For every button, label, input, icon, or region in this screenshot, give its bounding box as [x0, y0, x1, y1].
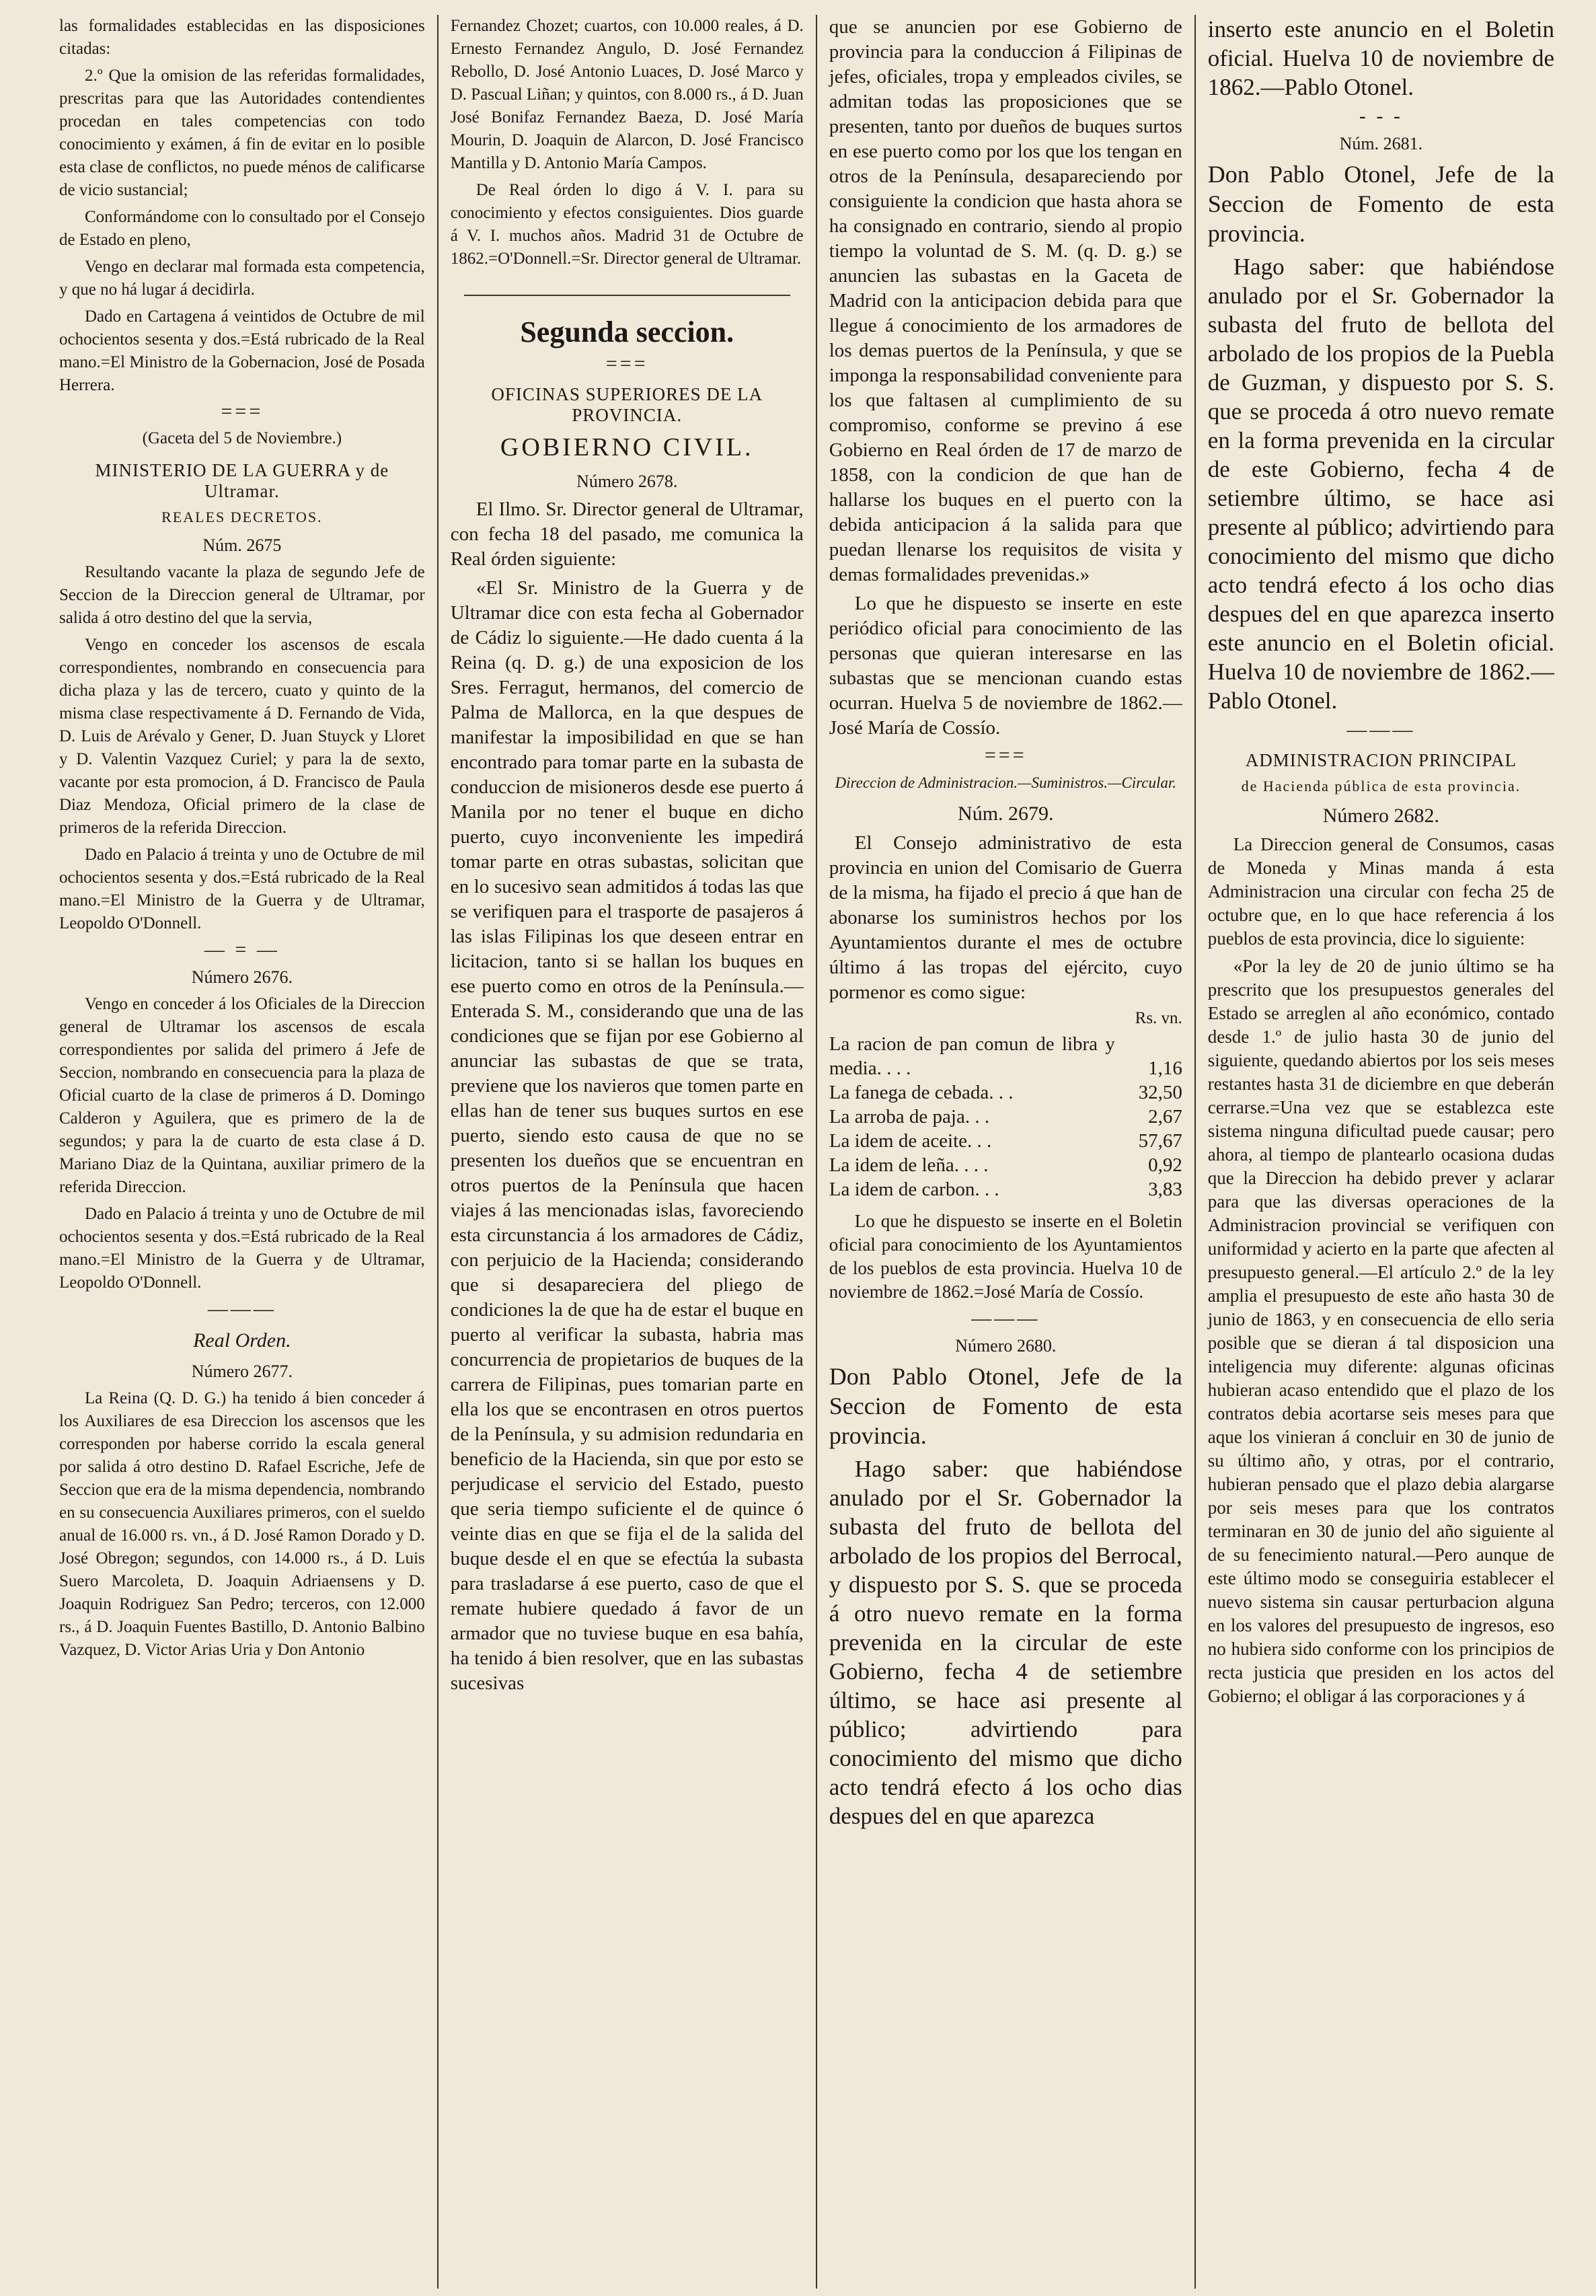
paragraph: que se anuncien por ese Gobierno de provincia para la conduccion á Filipinas de jefes, oficiales, tropa y empleados civiles, se admitan todas las proposiciones que se presenten, tanto por dueños de buques surtos en ese puerto como por los que los tengan en otros de la Península, desapareciendo por consiguiente la condicion que hasta ahora se ha consignado en contrario, siendo al propio tiempo la voluntad de S. M. (q. D. g.) se anuncien las subastas en la Gaceta de Madrid con la anticipacion debida para que llegue á conocimiento de los armadores de los demas puertos de la Península, y que se imponga la responsabilidad conveniente para los que faltasen al cumplimiento de su compromiso, conforme se previno á ese Gobierno en Real órden de 17 de marzo de 1858, con la condicion de que han de hallarse los buques en el puerto con la debida anticipacion á la salida para que puedan llenarse los requisitos de visita y demas formalidades prevenidas.»	[829, 16, 1182, 585]
author-line: Don Pablo Otonel, Jefe de la Seccion de Fomento de esta provincia.	[829, 1363, 1182, 1449]
item-number: Número 2677.	[191, 1362, 293, 1381]
subsection-heading: Real Orden.	[193, 1329, 291, 1351]
paragraph: Conformándome con lo consultado por el Consejo de Estado en pleno,	[59, 208, 425, 249]
column-2	[439, 15, 816, 2289]
paragraph: 2.º Que la omision de las referidas formalidades, prescritas para que las Autoridades contendientes procedan en tales competencias con todo conocimiento y exámen, á fin de evitar en lo posible esta clase de conflictos, no puede ménos de calificarse de vicio sustancial;	[59, 67, 425, 199]
price-value: 32,50	[1138, 1082, 1182, 1103]
table-row	[829, 1129, 1182, 1153]
price-label: La fanega de cebada. . .	[829, 1082, 1014, 1103]
separator: — = —	[204, 938, 280, 961]
section-title: Segunda seccion.	[520, 316, 734, 348]
table-row	[829, 1032, 1182, 1080]
paragraph: inserto este anuncio en el Boletin oficial. Huelva 10 de noviembre de 1862.—Pablo Otonel.	[1207, 16, 1555, 100]
paragraph: Lo que he dispuesto se inserte en el Boletin oficial para conocimiento de los Ayuntamientos de los pueblos de esta provincia. Huelva 10 de noviembre de 1862.=José María de Cossío.	[829, 1211, 1182, 1302]
section-heading: ADMINISTRACION PRINCIPAL	[1245, 750, 1517, 770]
paragraph: Hago saber: que habiéndose anulado por el Sr. Gobernador la subasta del fruto de bellota del arbolado de los propios de la Puebla de Guzman, y dispuesto por S. S. que se proceda á otro nuevo remate en la forma prevenida en la circular de este Gobierno, fecha 4 de setiembre último, se hace asi presente al público; advirtiendo para conocimiento del mismo que dicho acto tendrá efecto á los ocho dias despues del en que aparezca inserto este anuncio en el Boletin oficial. Huelva 10 de noviembre de 1862.—Pablo Otonel.	[1207, 254, 1555, 714]
item-number: Número 2678.	[576, 472, 678, 491]
paragraph: Fernandez Chozet; cuartos, con 10.000 reales, á D. Ernesto Fernandez Angulo, D. José Fernandez Rebollo, D. José Antonio Luaces, D. José Marco y D. Pascual Liñan; y quintos, con 8.000 rs., á D. Juan José Bonifaz Fernandez Baeza, D. José María Mourin, D. Joaquin de Alarcon, D. José Francisco Mantilla y D. Antonio María Campos.	[450, 17, 804, 172]
item-number: Núm. 2679.	[958, 803, 1054, 825]
unit-header: Rs. vn.	[1135, 1009, 1182, 1027]
paragraph: Hago saber: que habiéndose anulado por el Sr. Gobernador la subasta del fruto de bellota del arbolado de los propios del Berrocal, y dispuesto por S. S. que se proceda á otro nuevo remate en la forma prevenida en la circular de este Gobierno, fecha 4 de setiembre último, se hace asi presente al público; advirtiendo para conocimiento del mismo que dicho acto tendrá efecto á los ocho dias despues del en que aparezca	[829, 1456, 1182, 1829]
paragraph: Dado en Palacio á treinta y uno de Octubre de mil ochocientos sesenta y dos.=Está rubricado de la Real mano.=El Ministro de la Guerra y de Ultramar, Leopoldo O'Donnell.	[59, 846, 425, 932]
separator: ———	[1346, 718, 1416, 741]
table-row	[829, 1177, 1182, 1201]
source-note: (Gaceta del 5 de Noviembre.)	[142, 429, 342, 447]
author-line: Don Pablo Otonel, Jefe de la Seccion de Fomento de esta provincia.	[1207, 161, 1555, 247]
table-row	[829, 1153, 1182, 1177]
price-label: La idem de aceite. . .	[829, 1130, 992, 1152]
paragraph: Dado en Cartagena á veintidos de Octubre de mil ochocientos sesenta y dos.=Está rubricado de la Real mano.=El Ministro de la Gobernacion, José de Posada Herrera.	[59, 307, 425, 394]
item-number: Núm. 2675	[202, 535, 282, 555]
price-value: 3,83	[1148, 1179, 1182, 1200]
separator: ———	[971, 1307, 1040, 1329]
separator: - - -	[1359, 105, 1403, 127]
notice-author	[829, 1362, 1182, 1450]
price-value: 1,16	[1148, 1058, 1182, 1079]
item-number: Número 2676.	[191, 967, 293, 987]
paragraph: las formalidades establecidas en las disposiciones citadas:	[59, 17, 425, 58]
separator: ———	[207, 1298, 276, 1320]
item-number: Número 2680.	[955, 1336, 1057, 1356]
column-1	[56, 15, 437, 2289]
subsection-heading: Direccion de Administracion.—Suministros.—Circular.	[835, 774, 1177, 791]
paragraph: El Ilmo. Sr. Director general de Ultramar, con fecha 18 del pasado, me comunica la Real órden siguiente:	[450, 498, 804, 570]
column-4	[1196, 15, 1566, 2289]
column-3	[817, 15, 1194, 2289]
section-heading: GOBIERNO CIVIL.	[500, 433, 754, 461]
price-label: La racion de pan comun de libra y media. . . .	[829, 1033, 1115, 1079]
item-number: Número 2682.	[1322, 805, 1440, 827]
notice-author	[1208, 159, 1554, 248]
item-number: Núm. 2681.	[1339, 134, 1423, 153]
price-table	[829, 1032, 1182, 1201]
subsection-heading: REALES DECRETOS.	[161, 509, 323, 525]
paragraph: Dado en Palacio á treinta y uno de Octubre de mil ochocientos sesenta y dos.=Está rubricado de la Real mano.=El Ministro de la Guerra y de Ultramar, Leopoldo O'Donnell.	[59, 1205, 425, 1292]
subsection-heading: de Hacienda pública de esta provincia.	[1241, 778, 1521, 794]
paragraph: Lo que he dispuesto se inserte en este periódico oficial para conocimiento de las personas que quieran interesarse en las subastas que se mencionan cuando estas ocurran. Huelva 5 de noviembre de 1862.—José María de Cossío.	[829, 593, 1182, 739]
paragraph: La Direccion general de Consumos, casas de Moneda y Minas manda á esta Administracion una circular con fecha 25 de octubre que, en lo que hace referencia á los pueblos de esta provincia, dice lo siguiente:	[1207, 834, 1555, 949]
section-heading: MINISTERIO DE LA GUERRA y de Ultramar.	[95, 460, 389, 501]
paragraph: «El Sr. Ministro de la Guerra y de Ultramar dice con esta fecha al Gobernador de Cádiz lo siguiente.—He dado cuenta á la Reina (q. D. g.) de una exposicion de los Sres. Ferragut, hermanos, del comercio de Palma de Mallorca, en la que despues de manifestar la imposibilidad en que se han encontrado para tomar parte en la subasta de conduccion de misioneros desde ese puerto á Manila por no tener el buque en dicho puerto, cuyo inconveniente les impedirá tomar parte en otras subastas, solicitan que en lo sucesivo sean admitidos á todas las que se verifiquen para el trasporte de pasajeros á las islas Filipinas los que deseen entrar en licitacion, tanto si se hallan los buques en ese puerto como en otros de la Península.—Enterada S. M., considerando que una de las condiciones que se fijan por ese Gobierno al anunciar las subastas de que se trata, previene que los navieros que tomen parte en ellas han de tener sus buques surtos en ese puerto, siendo esto causa de que no se presenten los dueños que se encuentran en otros puertos de la Península que hacen viajes á las mencionadas islas, favoreciendo esta circunstancia á los armadores de Cádiz, con perjuicio de la Hacienda; considerando que si desapareciera del pliego de condiciones la de que ha de estar el buque en puerto al verificar la subasta, habria mas concurrencia de propietarios de buques de la carrera de Filipinas, pues tomarian parte en ella los que se encontrasen en otros puertos de la Península, y su admision redundaria en beneficio de la Hacienda, sin que por esto se perjudicase el servicio del Estado, puesto que seria tiempo suficiente el de quince ó veinte dias en que se fija el de la salida del buque desde el en que se efectúa la subasta para trasladarse á ese puerto, caso de que el remate hubiere quedado á favor de un armador que no tuviese buque en esa bahía, ha tenido á bien resolver, que en las subastas sucesivas	[450, 577, 804, 1694]
price-value: 2,67	[1148, 1106, 1182, 1127]
paragraph: Vengo en conceder los ascensos de escala correspondientes, nombrando en consecuencia para dicha plaza y las de tercero, cuato y quinto de la misma clase respectivamente á D. Fernando de Vida, D. Luis de Arévalo y Gener, D. Juan Stuyck y Lloret y D. Valentin Vazquez Curiel; y para la de sexto, vacante por esta promocion, á D. Francisco de Paula Diaz Mendoza, Oficial primero de la clase de primeros de la referida Direccion.	[59, 636, 425, 837]
divider	[464, 295, 790, 296]
separator: ===	[984, 744, 1027, 766]
table-row	[829, 1080, 1182, 1105]
paragraph: Vengo en declarar mal formada esta competencia, y que no há lugar á decidirla.	[59, 258, 425, 299]
price-label: La idem de carbon. . .	[829, 1179, 999, 1200]
price-value: 0,92	[1148, 1154, 1182, 1176]
paragraph: De Real órden lo digo á V. I. para su conocimiento y efectos consiguientes. Dios guarde á V. I. muchos años. Madrid 31 de Octubre de 1862.=O'Donnell.=Sr. Director general de Ultramar.	[450, 181, 804, 268]
paragraph: La Reina (Q. D. G.) ha tenido á bien conceder á los Auxiliares de esa Direccion los ascensos que les corresponden por haberse corrido la escala general por salida á otro destino D. Rafael Escriche, Jefe de Seccion que era de la misma dependencia, nombrando en su consecuencia Auxiliares primeros, con el sueldo anual de 16.000 rs. vn., á D. José Ramon Dorado y D. José Obregon; segundos, con 14.000 rs., á D. Luis Suero Marcoleta, D. Joaquin Adriaensens y D. Joaquin Rodriguez San Pedro; terceros, con 12.000 rs., á D. Joaquin Fuentes Bastillo, D. Antonio Balbino Vazquez, D. Victor Arias Uria y Don Antonio	[59, 1389, 425, 1659]
paragraph: Vengo en conceder á los Oficiales de la Direccion general de Ultramar los ascensos de escala correspondientes por salida del primero á Jefe de Seccion, nombrando en consecuencia para la plaza de Oficial cuarto de la clase de primeros á D. Domingo Calderon y Aguilera, que es primero de la de segundos; y para la de cuarto de esta clase á D. Mariano Diaz de la Quintana, auxiliar primero de la referida Direccion.	[59, 995, 425, 1196]
paragraph: «Por la ley de 20 de junio último se ha prescrito que los presupuestos generales del Estado se arreglen al año económico, contado desde 1.º de julio hasta 30 de junio del siguiente, quedando abiertos por los seis meses restantes hasta 31 de diciembre en que deberán cerrarse.=Una vez que se establezca este sistema ninguna dificultad puede causar; pero ahora, al tiempo de plantearlo ocasiona dudas que la Direccion ha debido prever y aclarar para que las diversas operaciones de la Administracion provincial se verifiquen con uniformidad y acierto en la parte que afecten al presupuesto general.—El artículo 2.º de la ley amplia el presupuesto de este año hasta 30 de junio de 1863, y en consecuencia de ello seria posible que se dieran á tal disposicion una inteligencia muy diferente: algunas oficinas hubieran acaso entendido que el plazo de los contratos debia acortarse seis meses para que aque los vinieran á concluir en 30 de junio de su último año, y otras, por el contrario, hubieran pensado que el plazo debia alargarse por seis meses para que los contratos terminaran en 30 de junio del año siguiente al de su fenecimiento natural.—Pero aunque de este último modo se conseguiria establecer el nuevo sistema sin causar perturbacion alguna en los valores del presupuesto de ingresos, eso no hubiera sido conforme con los principios de recta justicia que presiden en los actos del Gobierno; el obligar á las corporaciones y á	[1207, 956, 1555, 1706]
paragraph: El Consejo administrativo de esta provincia en union del Comisario de Guerra de la misma, ha fijado el precio á que han de abonarse los suministros hechos por los Ayuntamientos durante el mes de octubre último á las tropas del ejército, cuyo pormenor es como sigue:	[829, 832, 1182, 1003]
paragraph: Resultando vacante la plaza de segundo Jefe de Seccion de la Direccion general de Ultramar, por salida á otro destino del que la servia,	[59, 563, 425, 627]
price-label: La arroba de paja. . .	[829, 1106, 990, 1127]
columns	[56, 15, 1566, 2289]
separator: ===	[605, 353, 648, 375]
price-value: 57,67	[1138, 1130, 1182, 1152]
section-heading: OFICINAS SUPERIORES DE LA PROVINCIA.	[491, 384, 763, 425]
separator: ===	[221, 400, 264, 422]
price-label: La idem de leña. . . .	[829, 1154, 989, 1176]
table-row	[829, 1105, 1182, 1129]
